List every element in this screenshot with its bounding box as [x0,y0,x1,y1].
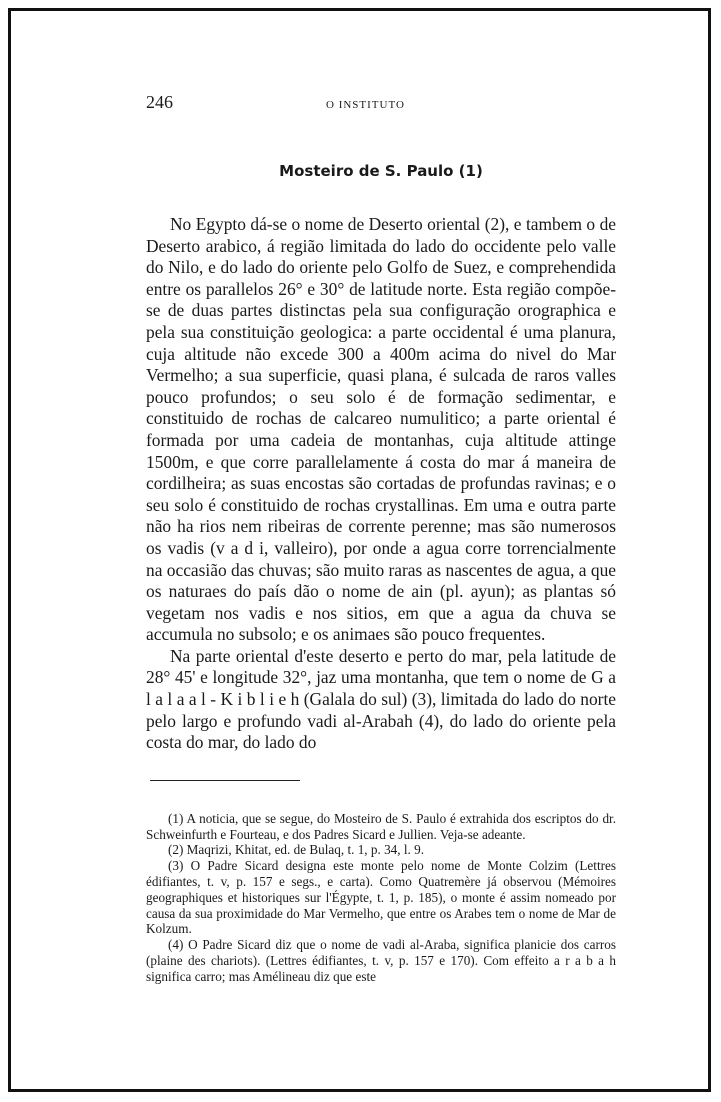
page-header [146,92,616,116]
footnote-3: (3) O Padre Sicard designa este monte pelo nome de Monte Colzim (Lettres édifiantes, t. v, p. 157 e segs., e carta). Como Quatremère já observou (Mémoires geographiques et historiques sur l'Égypte, t. 1, p. 185), o monte é assim nomeado por causa da sua proximidade do Mar Vermelho, que entre os Arabes tem o nome de Mar de Kolzum. [146,858,616,937]
book-page [146,92,616,985]
footnotes [146,811,616,985]
body-paragraph-1: No Egypto dá-se o nome de Deserto oriental (2), e tambem o de Deserto arabico, á região limitada do lado do occidente pelo valle do Nilo, e do lado do oriente pelo Golfo de Suez, e comprehendida entre os parallelos 26° e 30° de latitude norte. Esta região compõe-se de duas partes distinctas pela sua configuração orographica e pela sua constituição geologica: a parte occidental é uma planura, cuja altitude não excede 300 a 400m acima do nivel do Mar Vermelho; a sua superficie, quasi plana, é sulcada de raros valles pouco profundos; o seu solo é de formação sedimentar, e constituido de rochas de calcareo numulitico; a parte oriental é formada por uma cadeia de montanhas, cuja altitude attinge 1500m, e que corre parallelamente á costa do mar á maneira de cordilheira; as suas encostas são cortadas de profundas ravinas; e o seu solo é constituido de rochas crystallinas. Em uma e outra parte não ha rios nem ribeiras de corrente perenne; mas são numerosos os vadis (v a d i, valleiro), por onde a agua corre torrencialmente na occasião das chuvas; são muito raras as nascentes de agua, a que os naturaes do país dão o nome de ain (pl. ayun); as plantas só vegetam nos vadis e nos sitios, em que a agua da chuva se accumula no subsolo; e os animaes são pouco frequentes. [146,214,616,645]
article-body [146,214,616,754]
footnote-divider [150,780,300,781]
footnote-1: (1) A noticia, que se segue, do Mosteiro de S. Paulo é extrahida dos escriptos do dr. Schweinfurth e Fourteau, e dos Padres Sicard e Jullien. Veja-se adeante. [146,810,616,842]
article-title: Mosteiro de S. Paulo (1) [279,162,483,180]
footnote-4: (4) O Padre Sicard diz que o nome de vadi al-Araba, significa planicie dos carros (plaine des chariots). (Lettres édifiantes, t. v, p. 157 e 170). Com effeito a r a b a h significa carro; mas Amélineau diz que este [146,937,616,984]
running-head: O INSTITUTO [326,99,405,111]
footnote-2: (2) Maqrizi, Khitat, ed. de Bulaq, t. 1, p. 34, l. 9. [168,842,425,858]
page-number: 246 [146,92,173,112]
body-paragraph-2: Na parte oriental d'este deserto e perto do mar, pela latitude de 28° 45' e longitude 32°, jaz uma montanha, que tem o nome de G a l a l a a l - K i b l i e h (Galala do sul) (3), limitada do lado do norte pelo largo e profundo vadi al-Arabah (4), do lado do oriente pela costa do mar, do lado do [146,645,616,753]
